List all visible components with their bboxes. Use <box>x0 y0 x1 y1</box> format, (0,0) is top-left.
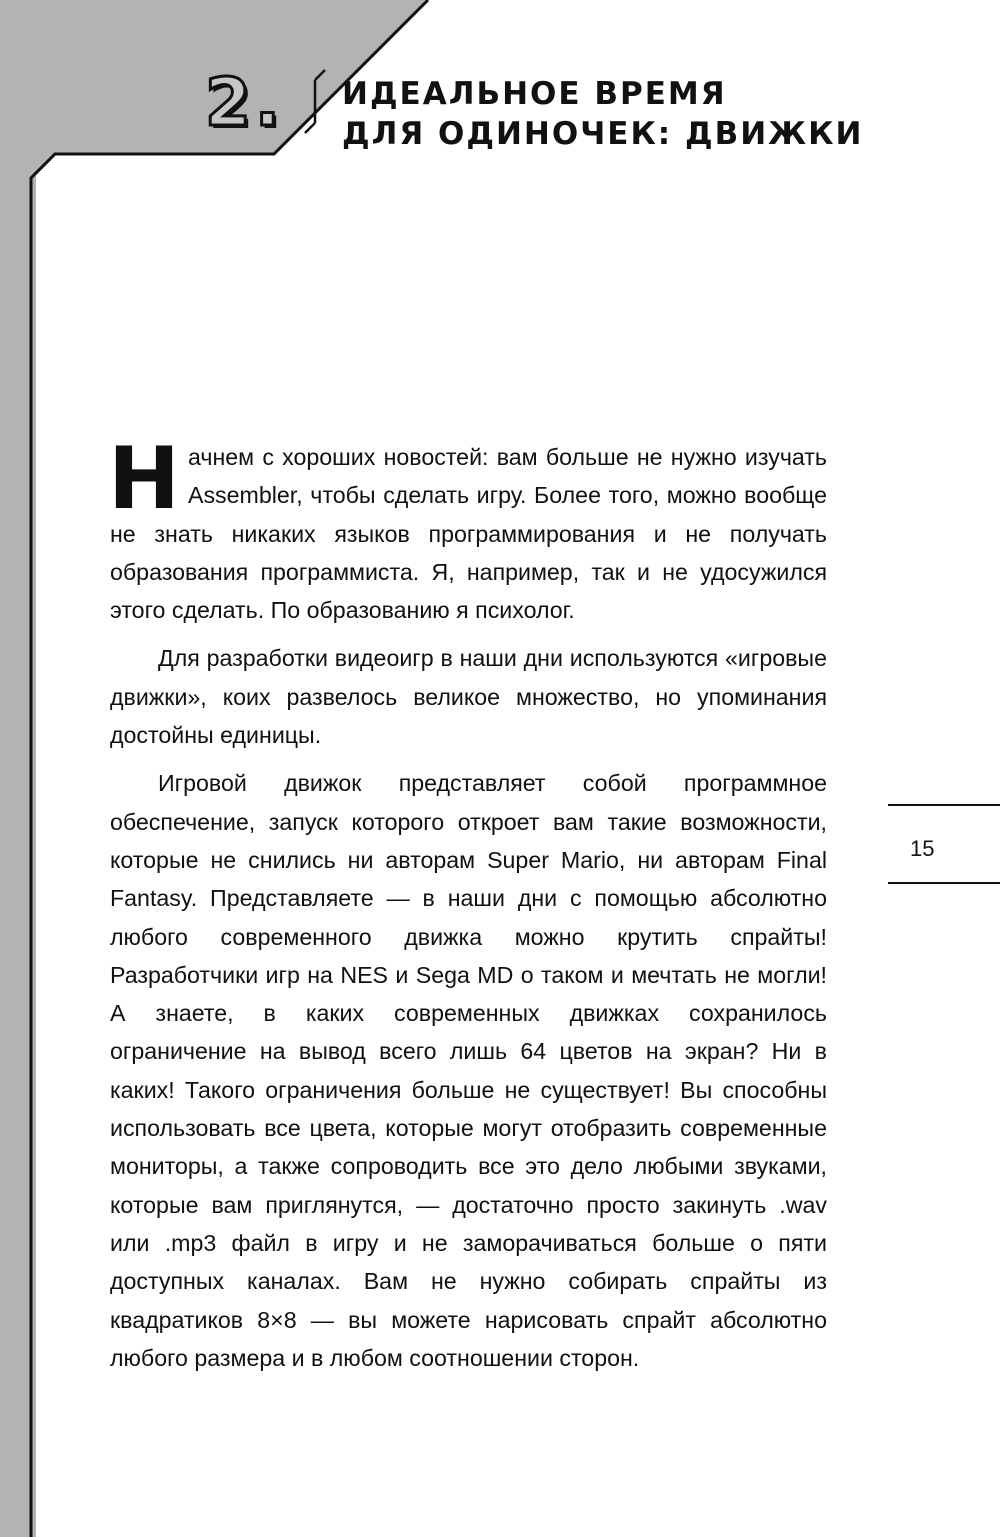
page-number-top-rule <box>888 804 1000 806</box>
drop-cap: Н <box>108 429 180 529</box>
page-number-bottom-rule <box>888 882 1000 884</box>
chapter-title <box>342 74 863 154</box>
chapter-title-line1: ИДЕАЛЬНОЕ ВРЕМЯ <box>342 76 727 112</box>
chapter-number: 2. <box>205 64 284 141</box>
chapter-title-line2: ДЛЯ ОДИНОЧЕК: ДВИЖКИ <box>342 116 864 152</box>
paragraph-3: Игровой движок представляет собой программное обеспечение, запуск которого откроет вам такие возможности, которые не снились ни авторам Super Mario, ни авторам Final Fantasy. Представляете — в наши дни с помощью абсолютно любого современного движка можно крутить спрайты! Разработчики игр на NES и Sega MD о таком и мечтать не могли! А знаете, в каких современных движках сохранилось ограничение на вывод всего лишь 64 цветов на экран? Ни в каких! Такого ограничения больше не существует! Вы способны использовать все цвета, которые могут отобразить современные мониторы, а также сопроводить все это дело любыми звуками, которые вам приглянутся, — достаточно просто закинуть .wav или .mp3 файл в игру и не заморачиваться больше о пяти доступных каналах. Вам не нужно собирать спрайты из квадратиков 8×8 — вы можете нарисовать спрайт абсолютно любого размера и в любом соотношении сторон. <box>110 770 827 1371</box>
page-number: 15 <box>910 836 935 861</box>
paragraph-2: Для разработки видеоигр в наши дни используются «игровые движки», коих развелось великое множество, но упоминания достойны единицы. <box>110 645 827 749</box>
title-divider <box>305 123 315 133</box>
body-text <box>108 429 827 1387</box>
paragraph-1-text: ачнем с хороших новостей: вам больше не нужно изучать Assembler, чтобы сделать игру. Более того, можно вообще не знать никаких языков программирования и не получать образования программиста. Я, например, так и не удосужился этого сделать. По образованию я психолог. <box>110 444 827 624</box>
paragraph-1 <box>108 429 827 629</box>
